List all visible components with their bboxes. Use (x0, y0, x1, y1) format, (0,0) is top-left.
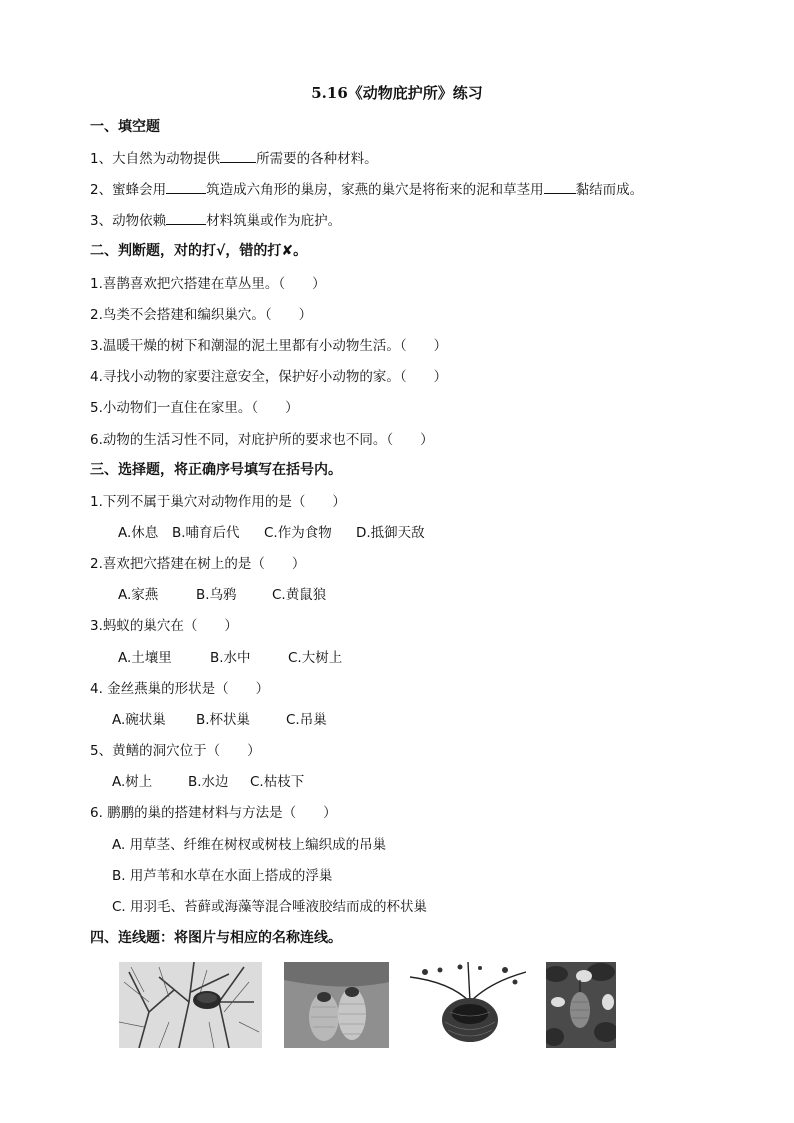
section3-heading: 三、选择题，将正确序号填写在括号内。 (90, 462, 342, 478)
q2-blank-2[interactable] (544, 181, 576, 194)
option: D.抵御天敌 (356, 525, 425, 541)
fill-question-1 (90, 147, 378, 167)
option: A.家燕 (118, 587, 159, 603)
judge-item-4: 4.寻找小动物的家要注意安全，保护好小动物的家。（ ） (90, 369, 448, 385)
nest-photo-tree-branches (119, 962, 262, 1048)
judge-item-6: 6.动物的生活习性不同，对庇护所的要求也不同。（ ） (90, 432, 434, 448)
section4-heading: 四、连线题：将图片与相应的名称连线。 (90, 930, 342, 946)
option: C.吊巢 (286, 712, 327, 728)
judge-item-1: 1.喜鹊喜欢把穴搭建在草丛里。（ ） (90, 276, 326, 292)
nest-photo-woven-nest (410, 962, 526, 1048)
judge-item-2: 2.鸟类不会搭建和编织巢穴。（ ） (90, 307, 313, 323)
choice-question-4: 4. 金丝燕巢的形状是（ ） (90, 681, 270, 697)
choice-option-6c: C. 用羽毛、苔藓或海藻等混合唾液胶结而成的杯状巢 (112, 899, 428, 915)
fill-question-2 (90, 178, 643, 198)
choice-options-3 (118, 646, 342, 666)
choice-options-5 (112, 770, 304, 790)
option: C.枯枝下 (250, 774, 305, 790)
fill-question-3 (90, 209, 341, 229)
section2-heading: 二、判断题，对的打√，错的打✘。 (90, 243, 308, 259)
judge-item-5: 5.小动物们一直住在家里。（ ） (90, 400, 299, 416)
option: B.杯状巢 (196, 712, 251, 728)
choice-question-3: 3.蚂蚁的巢穴在（ ） (90, 618, 238, 634)
q2-text-c: 黏结而成。 (575, 182, 644, 198)
q2-text-a: 2、蜜蜂会用 (90, 182, 167, 198)
option: C.作为食物 (264, 525, 332, 541)
page-title: 5.16《动物庇护所》练习 (311, 84, 483, 102)
q1-text-a: 1、大自然为动物提供 (90, 151, 221, 167)
option: B.水边 (188, 774, 229, 790)
section1-heading: 一、填空题 (90, 119, 160, 135)
nest-photo-clay-nests (284, 962, 389, 1048)
q3-blank[interactable] (166, 212, 206, 225)
option: A.休息 (118, 525, 159, 541)
choice-question-6: 6. 鹏鹏的巢的搭建材料与方法是（ ） (90, 805, 337, 821)
option: B.哺育后代 (172, 525, 240, 541)
choice-question-5: 5、黄鳝的洞穴位于（ ） (90, 743, 261, 759)
option: C.大树上 (288, 650, 343, 666)
q2-blank-1[interactable] (166, 181, 206, 194)
judge-item-3: 3.温暖干燥的树下和潮湿的泥土里都有小动物生活。（ ） (90, 338, 448, 354)
option: A.碗状巢 (112, 712, 166, 728)
q2-text-b: 筑造成六角形的巢房，家燕的巢穴是将衔来的泥和草茎用 (206, 182, 544, 198)
choice-option-6a: A. 用草茎、纤维在树杈或树枝上编织成的吊巢 (112, 837, 387, 853)
option: A.树上 (112, 774, 153, 790)
choice-option-6b: B. 用芦苇和水草在水面上搭成的浮巢 (112, 868, 333, 884)
q1-blank[interactable] (220, 150, 256, 163)
choice-options-4 (112, 708, 327, 728)
option: A.土壤里 (118, 650, 172, 666)
nest-photo-hanging-nest (546, 962, 616, 1048)
option: B.乌鸦 (196, 587, 237, 603)
q1-text-b: 所需要的各种材料。 (256, 151, 378, 167)
option: B.水中 (210, 650, 251, 666)
q3-text-b: 材料筑巢或作为庇护。 (206, 213, 342, 229)
choice-options-1 (118, 521, 425, 541)
q3-text-a: 3、动物依赖 (90, 213, 167, 229)
choice-options-2 (118, 583, 326, 603)
choice-question-2: 2.喜欢把穴搭建在树上的是（ ） (90, 556, 306, 572)
option: C.黄鼠狼 (272, 587, 327, 603)
choice-question-1: 1.下列不属于巢穴对动物作用的是（ ） (90, 494, 346, 510)
